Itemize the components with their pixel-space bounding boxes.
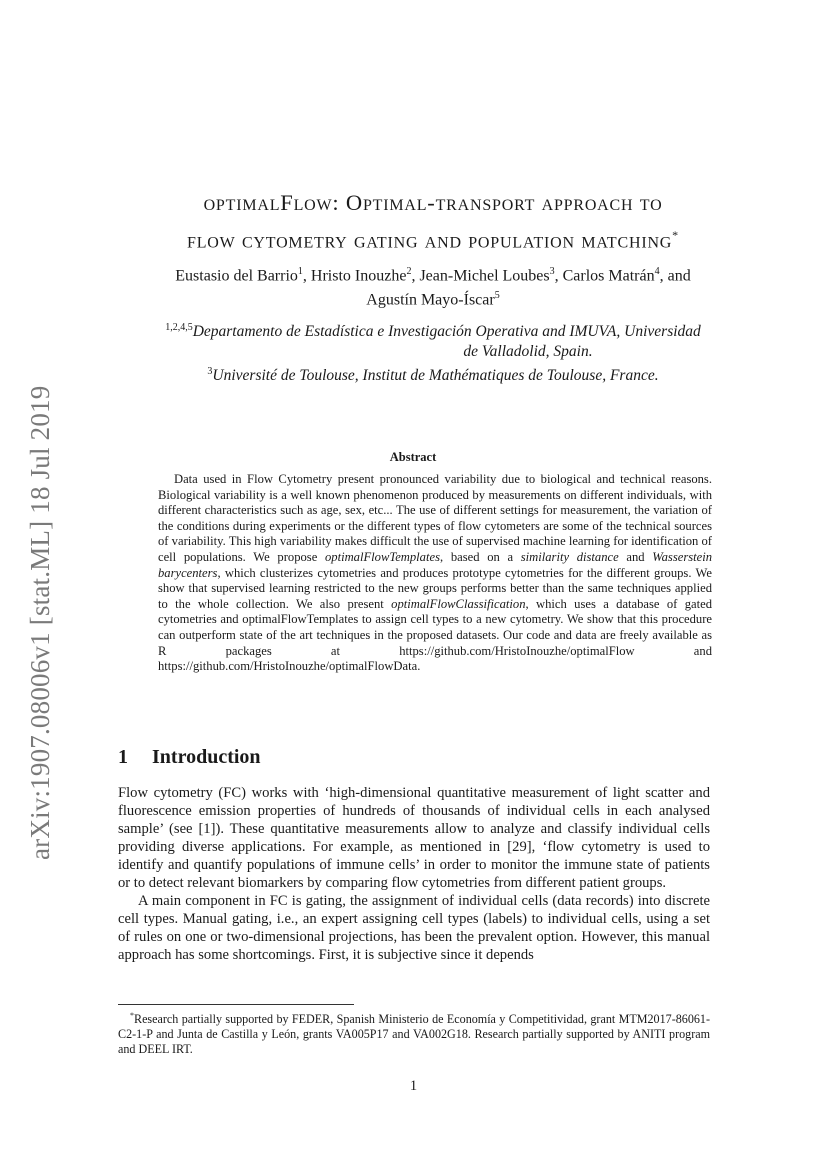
section-number: 1 [118,746,128,768]
author-line-1: Eustasio del Barrio$^1$, Hristo Inouzhe$^2$, Jean-Michel Loubes$^3$, Carlos Matrán$^4$, and [175,266,691,285]
paper-title [110,186,756,257]
paragraph: A main component in FC is gating, the assignment of individual cells (data records) into discrete cell types. Manual gating, i.e., an expert assigning cell types (labels) to individual cells, using a set of rules on one or two-dimensional projections, has been the prevalent option. However, this manual approach has some shortcomings. First, it is subjective since it depends [118,893,710,963]
introduction-body [118,784,710,964]
author-name: Hristo Inouzhe [310,267,407,285]
title-footnote-marker: * [672,228,679,242]
title-line-1: optimalFlow: Optimal-transport approach to [203,190,663,215]
footnote-divider [118,1004,354,1005]
arxiv-identifier: arXiv:1907.08006v1 [stat.ML] 18 Jul 2019 [25,385,55,860]
title-line-2: flow cytometry gating and population matching* [187,227,679,253]
author-list [110,262,756,311]
affiliations [110,318,756,386]
affiliation-1-cont: de Valladolid, Spain. [463,343,593,361]
author-line-2: Agustín Mayo-Íscar$^5$ [366,290,500,309]
affiliation-1: $^{1,2,4,5}$Departamento de Estadística e Investigación Operativa and IMUVA, Universidad [165,322,701,341]
section-heading-introduction [118,746,261,769]
paragraph: Flow cytometry (FC) works with ‘high-dimensional quantitative measurement of light scatter and fluorescence emission properties of hundreds of thousands of individual cells in each analysed sample’ (see [1]). These quantitative measurements allow to analyze and classify individual cells providing diverse applications. For example, as mentioned in [29], ‘flow cytometry is used to identify and quantify populations of immune cells’ in order to monitor the immune state of patients or to detect relevant biomarkers by comparing flow cytometries from different patient groups. [118,785,710,891]
affiliation-2: $^3$Université de Toulouse, Institut de Mathématiques de Toulouse, France. [207,366,659,385]
author-name: Carlos Matrán [562,267,655,285]
footnote: *Research partially supported by FEDER, Spanish Ministerio de Economía y Competitividad, grant MTM2017-86061-C2-1-P and Junta de Castilla y León, grants VA005P17 and VA002G18. Research partially supported by ANITI program and DEEL IRT. [118,1011,710,1057]
page-number: 1 [409,1078,418,1094]
author-name: Eustasio del Barrio [175,267,298,285]
abstract-body: Data used in Flow Cytometry present pronounced variability due to biological and technical reasons. Biological variability is a well known phenomenon produced by measurements on different individuals, with different characteristics such as age, sex, etc... The use of different settings for measurement, the variation of the conditions during experiments or the different types of flow cytometers are some of the technical sources of variability. This high variability makes difficult the use of supervised machine learning for identification of cell populations. We propose optimalFlowTemplates, based on a similarity distance and Wasserstein barycenters, which clusterizes cytometries and produces prototype cytometries for the different groups. We show that supervised learning restricted to the new groups performs better than the same techniques applied to the whole collection. We also present optimalFlowClassification, which uses a database of gated cytometries and optimalFlowTemplates to assign cell types to a new cytometry. We show that this procedure can outperform state of the art techniques in the proposed datasets. Our code and data are freely available as R packages at https://github.com/HristoInouzhe/optimalFlow and https://github.com/HristoInouzhe/optimalFlowData. [158,472,713,674]
section-title: Introduction [152,746,261,768]
author-name: Agustín Mayo-Íscar [366,291,495,309]
author-name: Jean-Michel Loubes [419,267,550,285]
abstract-heading: Abstract [389,450,437,464]
